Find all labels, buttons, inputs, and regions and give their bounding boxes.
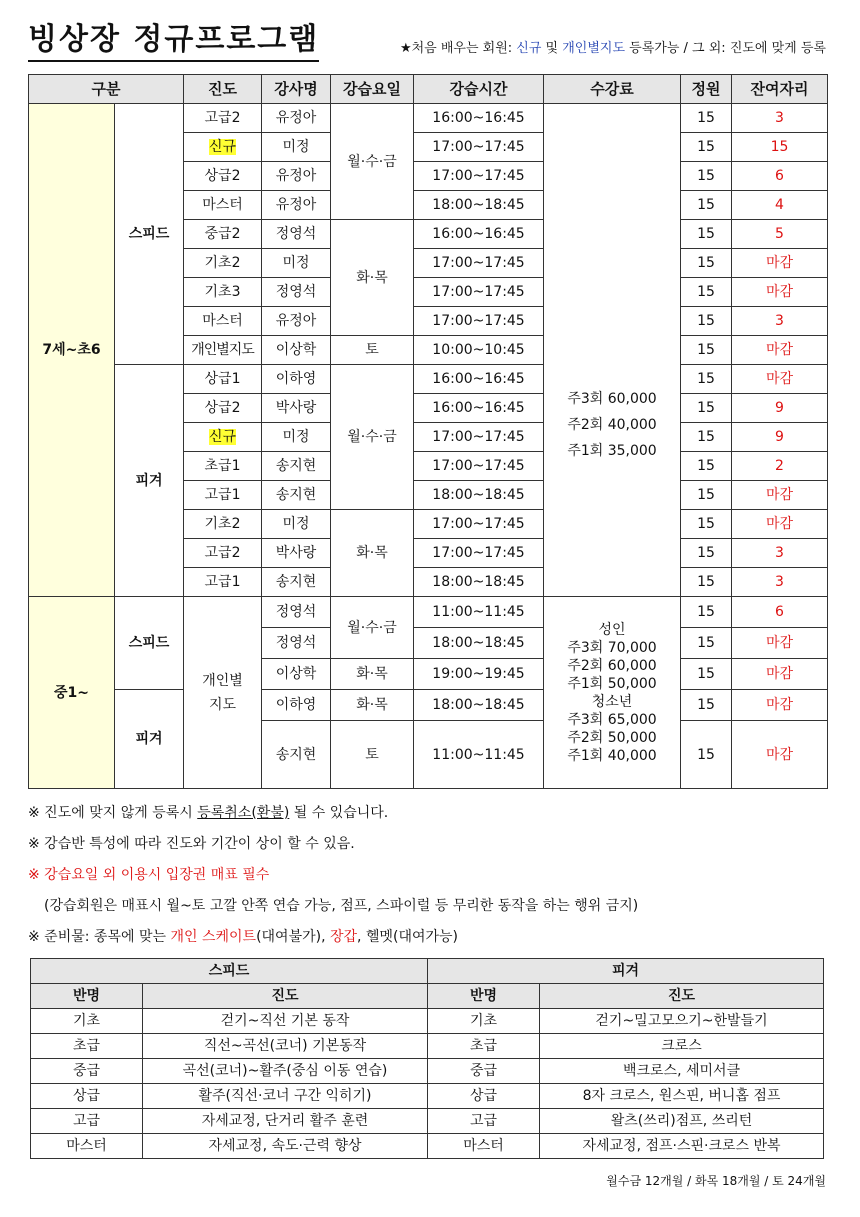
remaining-cell: 15 (732, 133, 828, 162)
coach-cell: 이하영 (262, 365, 331, 394)
capacity-cell: 15 (681, 481, 732, 510)
progress-cell: 자세교정, 점프·스핀·크로스 반복 (540, 1134, 824, 1159)
remaining-cell: 4 (732, 191, 828, 220)
note-prefix: ★처음 배우는 회원: (399, 41, 517, 56)
remaining-cell: 5 (732, 220, 828, 249)
remaining-cell: 마감 (732, 510, 828, 539)
capacity-cell: 15 (681, 191, 732, 220)
capacity-cell: 15 (681, 220, 732, 249)
class-cell: 초급 (428, 1034, 540, 1059)
remaining-cell: 3 (732, 307, 828, 336)
note-new: 신규 (516, 41, 542, 56)
remaining-cell: 마감 (732, 690, 828, 721)
coach-cell: 미정 (262, 249, 331, 278)
level-personal (184, 597, 262, 789)
time-cell: 16:00~16:45 (414, 104, 544, 133)
capacity-cell: 15 (681, 628, 732, 659)
class-cell: 기초 (31, 1009, 143, 1034)
remaining-cell: 6 (732, 162, 828, 191)
note-and: 및 (541, 41, 563, 56)
capacity-cell: 15 (681, 249, 732, 278)
coach-cell: 유정아 (262, 162, 331, 191)
level-cell: 고급2 (184, 539, 262, 568)
table-row (31, 1034, 824, 1059)
table-row (29, 597, 828, 628)
time-cell: 11:00~11:45 (414, 597, 544, 628)
group-figure: 피겨 (115, 365, 184, 597)
level-cell: 고급1 (184, 568, 262, 597)
header-class: 반명 (428, 984, 540, 1009)
days-cell: 월·수·금 (331, 597, 414, 659)
note-supplies (28, 922, 828, 953)
note-text: (대여불가), (256, 929, 330, 945)
capacity-cell: 15 (681, 307, 732, 336)
note-variance: ※ 강습반 특성에 따라 진도와 기간이 상이 할 수 있음. (28, 836, 355, 852)
capacity-cell: 15 (681, 394, 732, 423)
fee-line: 주3회 60,000 (567, 391, 657, 407)
class-cell: 초급 (31, 1034, 143, 1059)
class-cell: 마스터 (31, 1134, 143, 1159)
progress-cell: 직선~곡선(코너) 기본동작 (143, 1034, 428, 1059)
table-row (29, 365, 828, 394)
days-cell: 화·목 (331, 220, 414, 336)
level-new-highlight: 신규 (208, 139, 237, 155)
coach-cell: 송지현 (262, 721, 331, 789)
days-cell: 토 (331, 721, 414, 789)
time-cell: 16:00~16:45 (414, 365, 544, 394)
level-cell: 고급1 (184, 481, 262, 510)
time-cell: 18:00~18:45 (414, 481, 544, 510)
coach-cell: 정영석 (262, 628, 331, 659)
progress-cell: 자세교정, 속도·근력 향상 (143, 1134, 428, 1159)
level-cell: 상급2 (184, 162, 262, 191)
capacity-cell: 15 (681, 365, 732, 394)
capacity-cell: 15 (681, 659, 732, 690)
coach-cell: 박사랑 (262, 539, 331, 568)
header-progress: 진도 (540, 984, 824, 1009)
fee-line: 주1회 40,000 (567, 747, 657, 764)
header-speed: 스피드 (31, 959, 428, 984)
table-row (31, 1059, 824, 1084)
capacity-cell: 15 (681, 721, 732, 789)
fee-kids (544, 104, 681, 597)
progress-cell: 백크로스, 세미서클 (540, 1059, 824, 1084)
class-cell: 상급 (31, 1084, 143, 1109)
days-cell: 화·목 (331, 690, 414, 721)
remaining-cell: 마감 (732, 278, 828, 307)
group-speed: 스피드 (115, 597, 184, 690)
coach-cell: 유정아 (262, 191, 331, 220)
group-speed: 스피드 (115, 104, 184, 365)
days-cell: 월·수·금 (331, 365, 414, 510)
capacity-cell: 15 (681, 278, 732, 307)
time-cell: 10:00~10:45 (414, 336, 544, 365)
coach-cell: 이하영 (262, 690, 331, 721)
class-cell: 상급 (428, 1084, 540, 1109)
capacity-cell: 15 (681, 452, 732, 481)
registration-note (400, 40, 826, 58)
class-cell: 중급 (31, 1059, 143, 1084)
time-cell: 17:00~17:45 (414, 162, 544, 191)
header-days: 강습요일 (331, 75, 414, 104)
personal-label: 개인별 지도 (202, 672, 243, 713)
capacity-cell: 15 (681, 104, 732, 133)
time-cell: 17:00~17:45 (414, 249, 544, 278)
table-row (31, 1084, 824, 1109)
time-cell: 17:00~17:45 (414, 133, 544, 162)
level-guide-table (30, 958, 824, 1159)
time-cell: 16:00~16:45 (414, 220, 544, 249)
level-cell: 개인별지도 (184, 336, 262, 365)
coach-cell: 유정아 (262, 104, 331, 133)
capacity-cell: 15 (681, 690, 732, 721)
header-progress: 진도 (143, 984, 428, 1009)
note-practice: (강습회원은 매표시 월~토 고깔 안쪽 연습 가능, 점프, 스파이럴 등 무리한 동작을 하는 행위 금지) (44, 898, 639, 914)
progress-cell: 자세교정, 단거리 활주 훈련 (143, 1109, 428, 1134)
remaining-cell: 9 (732, 394, 828, 423)
remaining-cell: 2 (732, 452, 828, 481)
days-cell: 화·목 (331, 510, 414, 597)
time-cell: 16:00~16:45 (414, 394, 544, 423)
fee-line: 주2회 40,000 (567, 417, 657, 433)
group-middle: 중1~ (29, 597, 115, 789)
capacity-cell: 15 (681, 336, 732, 365)
note-text: 될 수 있습니다. (289, 805, 389, 821)
note-ticket: ※ 강습요일 외 이용시 입장권 매표 필수 (28, 867, 270, 883)
time-cell: 17:00~17:45 (414, 539, 544, 568)
coach-cell: 정영석 (262, 597, 331, 628)
remaining-cell: 6 (732, 597, 828, 628)
table-row (29, 104, 828, 133)
header-coach: 강사명 (262, 75, 331, 104)
remaining-cell: 마감 (732, 249, 828, 278)
header-class: 반명 (31, 984, 143, 1009)
coach-cell: 유정아 (262, 307, 331, 336)
note-text: ※ 준비물: 종목에 맞는 (28, 929, 171, 945)
time-cell: 17:00~17:45 (414, 510, 544, 539)
progress-cell: 걷기~밀고모으기~한발들기 (540, 1009, 824, 1034)
time-cell: 17:00~17:45 (414, 307, 544, 336)
group-kids: 7세~초6 (29, 104, 115, 597)
page-title: 빙상장 정규프로그램 (28, 22, 319, 62)
coach-cell: 송지현 (262, 568, 331, 597)
note-underline: 등록취소(환불) (197, 805, 290, 821)
class-cell: 고급 (428, 1109, 540, 1134)
capacity-cell: 15 (681, 162, 732, 191)
level-cell: 상급2 (184, 394, 262, 423)
class-cell: 기초 (428, 1009, 540, 1034)
level-cell (184, 423, 262, 452)
remaining-cell: 마감 (732, 628, 828, 659)
capacity-cell: 15 (681, 568, 732, 597)
remaining-cell: 3 (732, 104, 828, 133)
progress-cell: 왈츠(쓰리)점프, 쓰리턴 (540, 1109, 824, 1134)
table-row (31, 1109, 824, 1134)
fee-line: 성인 (598, 621, 626, 638)
level-cell: 기초3 (184, 278, 262, 307)
coach-cell: 박사랑 (262, 394, 331, 423)
progress-cell: 크로스 (540, 1034, 824, 1059)
coach-cell: 정영석 (262, 278, 331, 307)
fee-line: 청소년 (591, 693, 633, 710)
class-cell: 고급 (31, 1109, 143, 1134)
note-skate: 개인 스케이트 (170, 929, 257, 945)
class-cell: 마스터 (428, 1134, 540, 1159)
fee-line: 주2회 50,000 (567, 729, 657, 746)
coach-cell: 미정 (262, 510, 331, 539)
remaining-cell: 3 (732, 568, 828, 597)
header-category: 구분 (29, 75, 184, 104)
fee-line: 주3회 70,000 (567, 639, 657, 656)
coach-cell: 이상학 (262, 336, 331, 365)
remaining-cell: 9 (732, 423, 828, 452)
days-cell: 화·목 (331, 659, 414, 690)
time-cell: 18:00~18:45 (414, 690, 544, 721)
progress-cell: 활주(직선·코너 구간 익히기) (143, 1084, 428, 1109)
days-cell: 월·수·금 (331, 104, 414, 220)
note-personal: 개인별지도 (562, 41, 626, 56)
days-cell: 토 (331, 336, 414, 365)
duration-footer: 월수금 12개월 / 화목 18개월 / 토 24개월 (606, 1174, 826, 1188)
notes-section (28, 798, 828, 953)
time-cell: 17:00~17:45 (414, 452, 544, 481)
header-fee: 수강료 (544, 75, 681, 104)
coach-cell: 송지현 (262, 452, 331, 481)
level-cell: 마스터 (184, 307, 262, 336)
note-refund (28, 798, 828, 829)
note-suffix: 등록가능 / 그 외: 진도에 맞게 등록 (625, 41, 826, 56)
class-cell: 중급 (428, 1059, 540, 1084)
remaining-cell: 마감 (732, 365, 828, 394)
level-cell: 중급2 (184, 220, 262, 249)
header-capacity: 정원 (681, 75, 732, 104)
coach-cell: 정영석 (262, 220, 331, 249)
remaining-cell: 3 (732, 539, 828, 568)
level-cell: 기초2 (184, 510, 262, 539)
coach-cell: 이상학 (262, 659, 331, 690)
fee-line: 주1회 35,000 (567, 443, 657, 459)
note-text: ※ 진도에 맞지 않게 등록시 (28, 805, 198, 821)
header-time: 강습시간 (414, 75, 544, 104)
fee-line: 주2회 60,000 (567, 657, 657, 674)
remaining-cell: 마감 (732, 336, 828, 365)
coach-cell: 송지현 (262, 481, 331, 510)
capacity-cell: 15 (681, 510, 732, 539)
time-cell: 17:00~17:45 (414, 423, 544, 452)
progress-cell: 곡선(코너)~활주(중심 이동 연습) (143, 1059, 428, 1084)
fee-middle (544, 597, 681, 789)
level-cell: 고급2 (184, 104, 262, 133)
fee-line: 주3회 65,000 (567, 711, 657, 728)
coach-cell: 미정 (262, 133, 331, 162)
remaining-cell: 마감 (732, 659, 828, 690)
time-cell: 18:00~18:45 (414, 628, 544, 659)
time-cell: 19:00~19:45 (414, 659, 544, 690)
header-figure: 피겨 (428, 959, 824, 984)
level-cell: 초급1 (184, 452, 262, 481)
remaining-cell: 마감 (732, 721, 828, 789)
header-remaining: 잔여자리 (732, 75, 828, 104)
table-row (29, 690, 828, 721)
capacity-cell: 15 (681, 597, 732, 628)
group-figure: 피겨 (115, 690, 184, 789)
level-cell: 기초2 (184, 249, 262, 278)
table-row (31, 1134, 824, 1159)
fee-line: 주1회 50,000 (567, 675, 657, 692)
capacity-cell: 15 (681, 423, 732, 452)
schedule-table (28, 74, 828, 789)
level-cell: 마스터 (184, 191, 262, 220)
time-cell: 11:00~11:45 (414, 721, 544, 789)
level-cell: 상급1 (184, 365, 262, 394)
progress-cell: 걷기~직선 기본 동작 (143, 1009, 428, 1034)
time-cell: 18:00~18:45 (414, 568, 544, 597)
capacity-cell: 15 (681, 539, 732, 568)
table-row (31, 1009, 824, 1034)
progress-cell: 8자 크로스, 원스핀, 버니홉 점프 (540, 1084, 824, 1109)
level-cell (184, 133, 262, 162)
time-cell: 18:00~18:45 (414, 191, 544, 220)
note-text: , 헬멧(대여가능) (357, 929, 459, 945)
level-new-highlight: 신규 (208, 429, 237, 445)
capacity-cell: 15 (681, 133, 732, 162)
coach-cell: 미정 (262, 423, 331, 452)
remaining-cell: 마감 (732, 481, 828, 510)
note-gloves: 장갑 (329, 929, 358, 945)
header-level: 진도 (184, 75, 262, 104)
time-cell: 17:00~17:45 (414, 278, 544, 307)
